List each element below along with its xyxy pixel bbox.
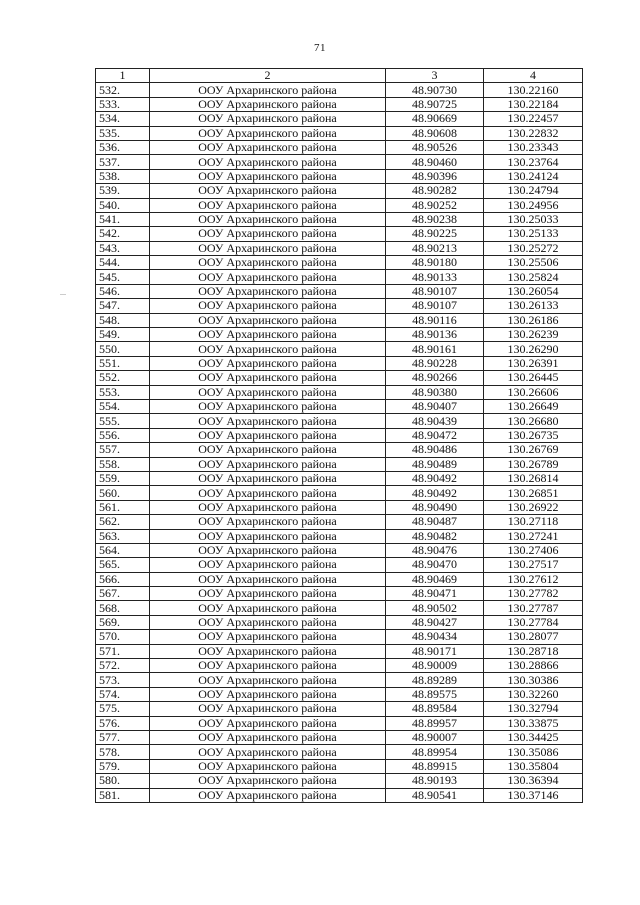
- table-row: [96, 788, 583, 802]
- table-row: [96, 371, 583, 385]
- organization-name: ООУ Архаринского района: [150, 169, 386, 183]
- latitude-value: 48.90526: [386, 140, 484, 154]
- row-number: 549.: [96, 328, 150, 342]
- latitude-value: 48.90380: [386, 385, 484, 399]
- row-number: 541.: [96, 212, 150, 226]
- organization-name: ООУ Архаринского района: [150, 543, 386, 557]
- longitude-value: 130.26769: [484, 443, 583, 457]
- row-number: 560.: [96, 486, 150, 500]
- organization-name: ООУ Архаринского района: [150, 356, 386, 370]
- table-body: [96, 83, 583, 803]
- organization-name: ООУ Архаринского района: [150, 83, 386, 97]
- row-number: 566.: [96, 572, 150, 586]
- organization-name: ООУ Архаринского района: [150, 284, 386, 298]
- organization-name: ООУ Архаринского района: [150, 399, 386, 413]
- latitude-value: 48.90009: [386, 659, 484, 673]
- longitude-value: 130.26391: [484, 356, 583, 370]
- row-number: 550.: [96, 342, 150, 356]
- header-cell-3: 3: [386, 69, 484, 83]
- organization-name: ООУ Архаринского района: [150, 140, 386, 154]
- latitude-value: 48.90238: [386, 212, 484, 226]
- longitude-value: 130.26239: [484, 328, 583, 342]
- table-row: [96, 428, 583, 442]
- latitude-value: 48.90492: [386, 471, 484, 485]
- table-row: [96, 587, 583, 601]
- longitude-value: 130.26735: [484, 428, 583, 442]
- longitude-value: 130.26851: [484, 486, 583, 500]
- longitude-value: 130.24956: [484, 198, 583, 212]
- organization-name: ООУ Архаринского района: [150, 774, 386, 788]
- row-number: 567.: [96, 587, 150, 601]
- organization-name: ООУ Архаринского района: [150, 342, 386, 356]
- header-cell-1: 1: [96, 69, 150, 83]
- row-number: 577.: [96, 730, 150, 744]
- longitude-value: 130.26606: [484, 385, 583, 399]
- table-row: [96, 83, 583, 97]
- latitude-value: 48.89915: [386, 759, 484, 773]
- organization-name: ООУ Архаринского района: [150, 155, 386, 169]
- latitude-value: 48.90171: [386, 644, 484, 658]
- table-row: [96, 227, 583, 241]
- table-row: [96, 774, 583, 788]
- latitude-value: 48.89957: [386, 716, 484, 730]
- latitude-value: 48.90133: [386, 270, 484, 284]
- organization-name: ООУ Архаринского района: [150, 759, 386, 773]
- longitude-value: 130.26445: [484, 371, 583, 385]
- organization-name: ООУ Архаринского района: [150, 615, 386, 629]
- organization-name: ООУ Архаринского района: [150, 486, 386, 500]
- row-number: 557.: [96, 443, 150, 457]
- table-row: [96, 615, 583, 629]
- longitude-value: 130.33875: [484, 716, 583, 730]
- organization-name: ООУ Архаринского района: [150, 457, 386, 471]
- table-row: [96, 328, 583, 342]
- organization-name: ООУ Архаринского района: [150, 414, 386, 428]
- table-row: [96, 241, 583, 255]
- longitude-value: 130.22457: [484, 112, 583, 126]
- header-cell-4: 4: [484, 69, 583, 83]
- table-row: [96, 313, 583, 327]
- table-row: [96, 112, 583, 126]
- organization-name: ООУ Архаринского района: [150, 198, 386, 212]
- table-row: [96, 558, 583, 572]
- latitude-value: 48.89289: [386, 673, 484, 687]
- organization-name: ООУ Архаринского района: [150, 97, 386, 111]
- table-row: [96, 529, 583, 543]
- row-number: 544.: [96, 256, 150, 270]
- latitude-value: 48.90107: [386, 284, 484, 298]
- longitude-value: 130.37146: [484, 788, 583, 802]
- latitude-value: 48.90730: [386, 83, 484, 97]
- organization-name: ООУ Архаринского района: [150, 529, 386, 543]
- latitude-value: 48.90439: [386, 414, 484, 428]
- organization-name: ООУ Архаринского района: [150, 126, 386, 140]
- table-row: [96, 673, 583, 687]
- row-number: 538.: [96, 169, 150, 183]
- longitude-value: 130.27241: [484, 529, 583, 543]
- table-row: [96, 284, 583, 298]
- row-number: 533.: [96, 97, 150, 111]
- latitude-value: 48.90669: [386, 112, 484, 126]
- row-number: 540.: [96, 198, 150, 212]
- latitude-value: 48.90608: [386, 126, 484, 140]
- table-row: [96, 572, 583, 586]
- latitude-value: 48.90427: [386, 615, 484, 629]
- table-row: [96, 471, 583, 485]
- row-number: 556.: [96, 428, 150, 442]
- row-number: 559.: [96, 471, 150, 485]
- latitude-value: 48.90407: [386, 399, 484, 413]
- latitude-value: 48.90460: [386, 155, 484, 169]
- row-number: 536.: [96, 140, 150, 154]
- table-row: [96, 601, 583, 615]
- row-number: 572.: [96, 659, 150, 673]
- organization-name: ООУ Архаринского района: [150, 500, 386, 514]
- organization-name: ООУ Архаринского района: [150, 313, 386, 327]
- row-number: 551.: [96, 356, 150, 370]
- table-row: [96, 659, 583, 673]
- table-row: [96, 745, 583, 759]
- table-row: [96, 256, 583, 270]
- margin-mark: [60, 294, 66, 297]
- longitude-value: 130.23764: [484, 155, 583, 169]
- organization-name: ООУ Архаринского района: [150, 212, 386, 226]
- table-row: [96, 515, 583, 529]
- latitude-value: 48.90266: [386, 371, 484, 385]
- row-number: 563.: [96, 529, 150, 543]
- row-number: 561.: [96, 500, 150, 514]
- row-number: 545.: [96, 270, 150, 284]
- longitude-value: 130.28077: [484, 630, 583, 644]
- latitude-value: 48.90228: [386, 356, 484, 370]
- row-number: 553.: [96, 385, 150, 399]
- row-number: 580.: [96, 774, 150, 788]
- organization-name: ООУ Архаринского района: [150, 716, 386, 730]
- row-number: 576.: [96, 716, 150, 730]
- longitude-value: 130.27612: [484, 572, 583, 586]
- row-number: 547.: [96, 299, 150, 313]
- longitude-value: 130.28866: [484, 659, 583, 673]
- latitude-value: 48.90492: [386, 486, 484, 500]
- longitude-value: 130.34425: [484, 730, 583, 744]
- organization-name: ООУ Архаринского района: [150, 630, 386, 644]
- latitude-value: 48.90116: [386, 313, 484, 327]
- longitude-value: 130.25033: [484, 212, 583, 226]
- longitude-value: 130.27406: [484, 543, 583, 557]
- table-row: [96, 184, 583, 198]
- organization-name: ООУ Архаринского района: [150, 184, 386, 198]
- row-number: 554.: [96, 399, 150, 413]
- organization-name: ООУ Архаринского района: [150, 371, 386, 385]
- organization-name: ООУ Архаринского района: [150, 730, 386, 744]
- longitude-value: 130.27782: [484, 587, 583, 601]
- latitude-value: 48.90193: [386, 774, 484, 788]
- longitude-value: 130.22160: [484, 83, 583, 97]
- table-row: [96, 385, 583, 399]
- table-row: [96, 140, 583, 154]
- table-row: [96, 342, 583, 356]
- latitude-value: 48.90725: [386, 97, 484, 111]
- latitude-value: 48.90107: [386, 299, 484, 313]
- longitude-value: 130.26290: [484, 342, 583, 356]
- table-row: [96, 687, 583, 701]
- longitude-value: 130.25824: [484, 270, 583, 284]
- latitude-value: 48.89575: [386, 687, 484, 701]
- latitude-value: 48.90489: [386, 457, 484, 471]
- organization-name: ООУ Архаринского района: [150, 241, 386, 255]
- table-header-row: [96, 69, 583, 83]
- organization-name: ООУ Архаринского района: [150, 587, 386, 601]
- organization-name: ООУ Архаринского района: [150, 659, 386, 673]
- longitude-value: 130.25272: [484, 241, 583, 255]
- longitude-value: 130.32794: [484, 702, 583, 716]
- table-row: [96, 399, 583, 413]
- row-number: 534.: [96, 112, 150, 126]
- organization-name: ООУ Архаринского района: [150, 270, 386, 284]
- longitude-value: 130.25506: [484, 256, 583, 270]
- organization-name: ООУ Архаринского района: [150, 687, 386, 701]
- longitude-value: 130.27118: [484, 515, 583, 529]
- longitude-value: 130.27517: [484, 558, 583, 572]
- longitude-value: 130.26789: [484, 457, 583, 471]
- table-row: [96, 270, 583, 284]
- latitude-value: 48.90396: [386, 169, 484, 183]
- row-number: 543.: [96, 241, 150, 255]
- longitude-value: 130.24124: [484, 169, 583, 183]
- longitude-value: 130.26133: [484, 299, 583, 313]
- organization-name: ООУ Архаринского района: [150, 702, 386, 716]
- row-number: 579.: [96, 759, 150, 773]
- latitude-value: 48.90225: [386, 227, 484, 241]
- latitude-value: 48.90472: [386, 428, 484, 442]
- longitude-value: 130.25133: [484, 227, 583, 241]
- longitude-value: 130.35804: [484, 759, 583, 773]
- table-row: [96, 443, 583, 457]
- organization-name: ООУ Архаринского района: [150, 515, 386, 529]
- longitude-value: 130.36394: [484, 774, 583, 788]
- longitude-value: 130.26680: [484, 414, 583, 428]
- table-row: [96, 97, 583, 111]
- table-row: [96, 299, 583, 313]
- organization-name: ООУ Архаринского района: [150, 256, 386, 270]
- organization-name: ООУ Архаринского района: [150, 644, 386, 658]
- organization-name: ООУ Архаринского района: [150, 112, 386, 126]
- latitude-value: 48.90136: [386, 328, 484, 342]
- row-number: 569.: [96, 615, 150, 629]
- organization-name: ООУ Архаринского района: [150, 601, 386, 615]
- organization-name: ООУ Архаринского района: [150, 443, 386, 457]
- latitude-value: 48.90213: [386, 241, 484, 255]
- row-number: 542.: [96, 227, 150, 241]
- latitude-value: 48.90471: [386, 587, 484, 601]
- latitude-value: 48.90541: [386, 788, 484, 802]
- latitude-value: 48.90482: [386, 529, 484, 543]
- longitude-value: 130.23343: [484, 140, 583, 154]
- row-number: 565.: [96, 558, 150, 572]
- latitude-value: 48.90486: [386, 443, 484, 457]
- header-cell-2: 2: [150, 69, 386, 83]
- table-row: [96, 356, 583, 370]
- table-row: [96, 644, 583, 658]
- row-number: 537.: [96, 155, 150, 169]
- table-row: [96, 630, 583, 644]
- latitude-value: 48.90180: [386, 256, 484, 270]
- longitude-value: 130.26186: [484, 313, 583, 327]
- longitude-value: 130.28718: [484, 644, 583, 658]
- row-number: 574.: [96, 687, 150, 701]
- longitude-value: 130.35086: [484, 745, 583, 759]
- table-row: [96, 414, 583, 428]
- organization-name: ООУ Архаринского района: [150, 428, 386, 442]
- row-number: 532.: [96, 83, 150, 97]
- latitude-value: 48.89584: [386, 702, 484, 716]
- coordinates-table: [95, 68, 583, 803]
- row-number: 570.: [96, 630, 150, 644]
- organization-name: ООУ Архаринского района: [150, 673, 386, 687]
- latitude-value: 48.90487: [386, 515, 484, 529]
- organization-name: ООУ Архаринского района: [150, 558, 386, 572]
- longitude-value: 130.27784: [484, 615, 583, 629]
- latitude-value: 48.89954: [386, 745, 484, 759]
- longitude-value: 130.22184: [484, 97, 583, 111]
- longitude-value: 130.26054: [484, 284, 583, 298]
- latitude-value: 48.90469: [386, 572, 484, 586]
- table-row: [96, 716, 583, 730]
- row-number: 564.: [96, 543, 150, 557]
- table-row: [96, 198, 583, 212]
- table-row: [96, 169, 583, 183]
- latitude-value: 48.90470: [386, 558, 484, 572]
- organization-name: ООУ Архаринского района: [150, 572, 386, 586]
- longitude-value: 130.26814: [484, 471, 583, 485]
- row-number: 539.: [96, 184, 150, 198]
- longitude-value: 130.26922: [484, 500, 583, 514]
- latitude-value: 48.90502: [386, 601, 484, 615]
- row-number: 558.: [96, 457, 150, 471]
- page-number: 71: [314, 42, 326, 54]
- latitude-value: 48.90476: [386, 543, 484, 557]
- latitude-value: 48.90007: [386, 730, 484, 744]
- row-number: 548.: [96, 313, 150, 327]
- longitude-value: 130.30386: [484, 673, 583, 687]
- table-row: [96, 126, 583, 140]
- row-number: 573.: [96, 673, 150, 687]
- row-number: 581.: [96, 788, 150, 802]
- row-number: 575.: [96, 702, 150, 716]
- table-row: [96, 543, 583, 557]
- latitude-value: 48.90434: [386, 630, 484, 644]
- table-row: [96, 702, 583, 716]
- row-number: 562.: [96, 515, 150, 529]
- row-number: 568.: [96, 601, 150, 615]
- row-number: 546.: [96, 284, 150, 298]
- organization-name: ООУ Архаринского района: [150, 299, 386, 313]
- organization-name: ООУ Архаринского района: [150, 745, 386, 759]
- table-row: [96, 730, 583, 744]
- latitude-value: 48.90282: [386, 184, 484, 198]
- table-row: [96, 212, 583, 226]
- organization-name: ООУ Архаринского района: [150, 385, 386, 399]
- table-row: [96, 457, 583, 471]
- latitude-value: 48.90490: [386, 500, 484, 514]
- table-row: [96, 486, 583, 500]
- longitude-value: 130.32260: [484, 687, 583, 701]
- latitude-value: 48.90161: [386, 342, 484, 356]
- longitude-value: 130.27787: [484, 601, 583, 615]
- organization-name: ООУ Архаринского района: [150, 788, 386, 802]
- table-row: [96, 155, 583, 169]
- organization-name: ООУ Архаринского района: [150, 328, 386, 342]
- row-number: 535.: [96, 126, 150, 140]
- organization-name: ООУ Архаринского района: [150, 227, 386, 241]
- organization-name: ООУ Архаринского района: [150, 471, 386, 485]
- row-number: 552.: [96, 371, 150, 385]
- latitude-value: 48.90252: [386, 198, 484, 212]
- longitude-value: 130.26649: [484, 399, 583, 413]
- longitude-value: 130.22832: [484, 126, 583, 140]
- table-row: [96, 759, 583, 773]
- row-number: 578.: [96, 745, 150, 759]
- table-row: [96, 500, 583, 514]
- row-number: 555.: [96, 414, 150, 428]
- row-number: 571.: [96, 644, 150, 658]
- longitude-value: 130.24794: [484, 184, 583, 198]
